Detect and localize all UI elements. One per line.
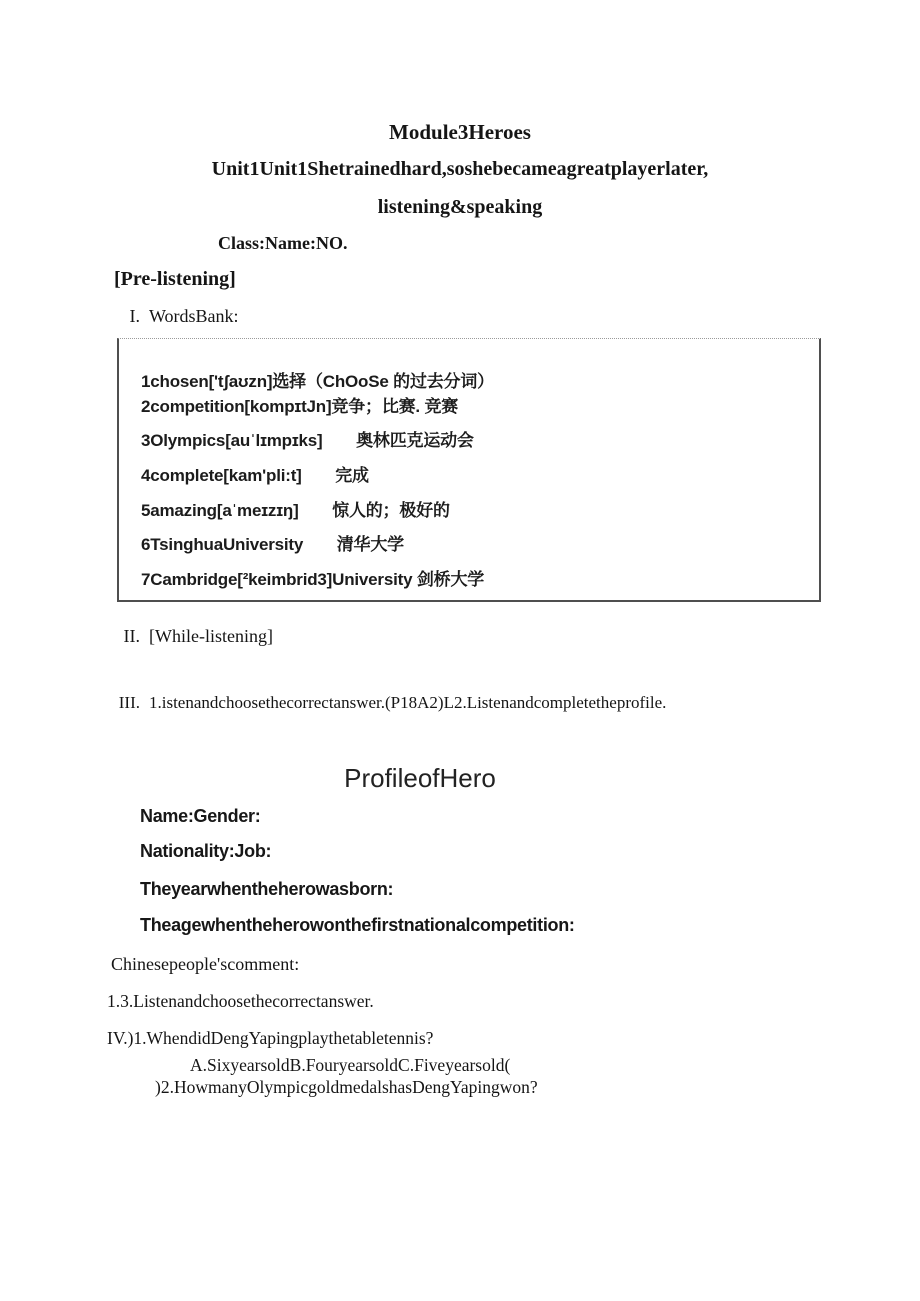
profile-field-name-gender: Name:Gender: [140, 806, 261, 826]
list-label: WordsBank: [149, 306, 239, 326]
class-name-no-line: Class:Name:NO. [218, 233, 348, 253]
page-subtitle-2: listening&speaking [377, 196, 543, 218]
vocab-item: 4complete[kam'pli:t] 完成 [141, 466, 369, 485]
chinese-peoples-comment-line: Chinesepeople'scomment: [111, 954, 300, 974]
profile-field-nationality-job: Nationality:Job: [140, 841, 272, 861]
question-2: )2.HowmanyOlympicgoldmedalshasDengYapingwon? [155, 1077, 538, 1097]
list-numeral: II. [123, 626, 140, 646]
list-numeral: III. [118, 693, 140, 712]
list-item-while-listening [108, 626, 273, 647]
profile-field-age-first-competition: Theagewhentheherowonthefirstnationalcompetition: [140, 915, 575, 935]
page-subtitle: Unit1Unit1Shetrainedhard,soshebecameagreatplayerlater, [211, 158, 709, 180]
vocab-item: 5amazing[aˈmeɪzɪŋ] 惊人的；极好的 [141, 501, 450, 520]
listen-and-choose-line: 1.3.Listenandchoosethecorrectanswer. [107, 991, 374, 1011]
list-label: 1.istenandchoosethecorrectanswer.(P18A2)L2.Listenandcompletetheprofile. [149, 693, 667, 712]
page-title: Module3Heroes [389, 120, 531, 144]
list-item-words-bank [108, 306, 239, 327]
pre-listening-heading: [Pre-listening] [114, 268, 236, 290]
vocab-item: 7Cambridge[²keimbrid3]University 剑桥大学 [141, 570, 485, 589]
profile-of-hero-heading: ProfileofHero [344, 763, 496, 793]
question-1: IV.)1.WhendidDengYapingplaythetabletennis? [107, 1028, 434, 1048]
vocab-item: 2competition[kompɪtJn]竞争；比赛. 竞赛 [141, 397, 459, 416]
list-numeral: I. [129, 306, 140, 326]
vocab-item: 1chosen['tʃaʊzn]选择（ChOoSe 的过去分词） [141, 372, 494, 391]
list-label: [While-listening] [149, 626, 273, 646]
list-item-listen-and-choose [108, 693, 666, 713]
question-1-options: A.SixyearsoldB.FouryearsoldC.Fiveyearsold( [190, 1055, 511, 1075]
words-bank-box [117, 338, 821, 602]
vocab-item: 3Olympics[auˈlɪmpɪks] 奥林匹克运动会 [141, 431, 474, 450]
vocab-item: 6TsinghuaUniversity 清华大学 [141, 535, 404, 554]
profile-field-year-born: Theyearwhentheherowasborn: [140, 879, 394, 899]
